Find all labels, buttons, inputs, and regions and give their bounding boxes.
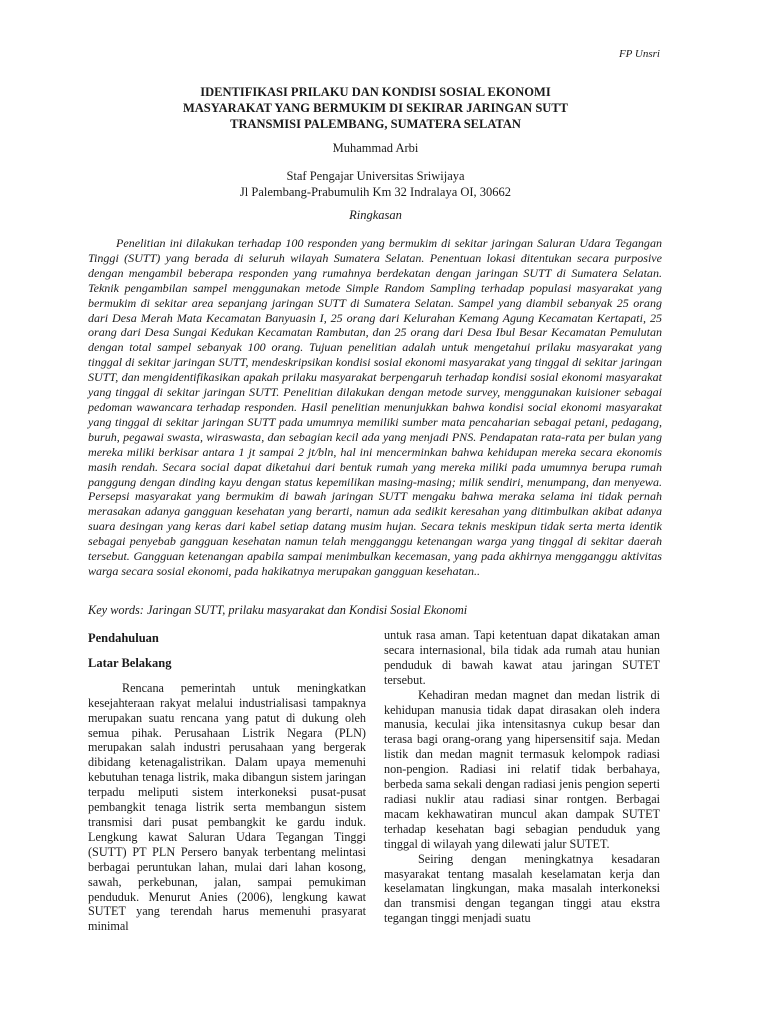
left-column — [88, 628, 366, 934]
author-name: Muhammad Arbi — [332, 141, 419, 155]
title-line-3: TRANSMISI PALEMBANG, SUMATERA SELATAN — [230, 117, 521, 131]
body-paragraph: Kehadiran medan magnet dan medan listrik di kehidupan manusia tidak dapat dirasakan oleh indera manusia, keculai jika intensitasnya cukup besar dan terasa bagi orang-orang yang hipersensitif saja. Medan listik dan medan magnit termasuk kelompok radiasi non-pengion. Radiasi ini relatif tidak berbahaya, berbeda sama sekali dengan radiasi jenis pengion seperti radiasi nuklir atau radiasi sinar rontgen. Berbagai macam kekhawatiran muncul akan dampak SUTET terhadap kesehatan bagi sebagian penduduk yang tinggal di wilayah yang dilewati jalur SUTET. — [384, 687, 660, 851]
author-affiliation — [108, 168, 643, 200]
title-line-2: MASYARAKAT YANG BERMUKIM DI SEKIRAR JARINGAN SUTT — [182, 101, 568, 115]
affiliation-line-2: Jl Palembang-Prabumulih Km 32 Indralaya OI, 30662 — [239, 185, 512, 199]
section-heading: Pendahuluan — [88, 631, 159, 645]
abstract-text: Penelitian ini dilakukan terhadap 100 responden yang bermukim di sekitar jaringan Saluran Udara Tegangan Tinggi (SUTT) yang berada di seluruh wilayah Sumatera Selatan. Penentuan lokasi ditentukan secara purposive dengan mengambil beberapa responden yang rumahnya berdekatan dengan jaringan SUTT di Sumatera Selatan. Teknik pengambilan sampel menggunakan metode Simple Random Sampling terhadap populasi masyarakat yang bermukim di sekitar area sepanjang jaringan SUTT di Sumatera Selatan. Sampel yang diambil sebanyak 25 orang dari Desa Merah Mata Kecamatan Banyuasin I, 25 orang dari Kelurahan Kemang Agung Kecamatan Kertapati, 25 orang dari Desa Sungai Kedukan Kecamatan Rambutan, dan 25 orang dari Desa Ibul Besar Kecamatan Pemulutan dengan total sampel sebanyak 100 orang. Tujuan penelitian adalah untuk mengetahui prilaku masyarakat yang tinggal di sekitar jaringan SUTT, mendeskripsikan kondisi sosial ekonomi masyarakat yang tinggal di sekitar jaringan SUTT, dan mengidentifikasikan apakah prilaku masyarakat berpengaruh terhadap kondisi sosial ekonomi masyarakat yang tinggal di sekitar jaringan SUTT. Penelitian dilakukan dengan metode survey, menggunakan kuisioner sebagai pedoman wawancara terhadap responden. Hasil penelitian menunjukkan bahwa kondisi social ekonomi masyarakat yang tinggal di sekitar jaringan SUTT pada umumnya memiliki sumber mata pencaharian sebagai petani, pedagang, buruh, pegawai swasta, wiraswasta, dan sebagian kecil ada yang menjadi PNS. Pendapatan rata-rata per bulan yang mereka miliki berkisar antara 1 jt sampai 2 jt/bln, hal ini mencerminkan bahwa kehidupan mereka secara ekonomis masih rendah. Secara social dapat diketahui dari bentuk rumah yang mereka miliki pada umumnya berupa rumah panggung dengan dinding kayu dengan status kepemilikan masing-masing; milik sendiri, menumpang, dan menyewa. Persepsi masyarakat yang bermukim di bawah jaringan SUTT mengaku bahwa meraka selama ini tidak pernah merasakan adanya gangguan kesehatan yang berarti, namun ada sedikit keresahan yang ditimbulkan akibat adanya suara desingan yang keras dari kabel setiap datang musim hujan. Secara teknis meskipun tidak serta merta identik sebagai penyebab gangguan kesehatan namun telah mengganggu ketenangan warga yang tinggal di sekitar daerah tersebut. Gangguan ketenangan apabila sampai menimbulkan kecemasan, yang pada akhirnya mengganggu aktivitas warga secara sosial ekonomi, pada hakikatnya merupakan gangguan kesehatan.. — [88, 236, 662, 578]
title-line-1: IDENTIFIKASI PRILAKU DAN KONDISI SOSIAL EKONOMI — [200, 85, 551, 99]
body-paragraph: Rencana pemerintah untuk meningkatkan kesejahteraan rakyat melalui industrialisasi tampaknya merupakan suatu rencana yang patut di dukung oleh semua pihak. Perusahaan Listrik Negara (PLN) merupakan salah industri perusahaan yang bergerak dibidang ketenagalistrikan. Dalam upaya memenuhi kebutuhan tenaga listrik, maka dibangun sistem jaringan terpadu meliputi sistem interkoneksi pusat-pusat pembangkit tenaga listrik serta membangun sistem transmisi dari pusat pembangkit ke gardu induk. Lengkung kawat Saluran Udara Tegangan Tinggi (SUTT) PT PLN Persero banyak terbentang melintasi berbagai peruntukan lahan, mulai dari lahan kosong, sawah, perkebunan, jalan, sampai pemukiman penduduk. Menurut Anies (2006), lengkung kawat SUTET yang terendah harus memenuhi prasyarat minimal — [88, 680, 366, 934]
right-column — [384, 628, 660, 926]
body-paragraph: Seiring dengan meningkatnya kesadaran masyarakat tentang masalah keselamatan kerja dan keselamatan lingkungan, maka masalah interkoneksi dan transmisi dengan tegangan tinggi atau ekstra tegangan tinggi menjadi suatu — [384, 851, 660, 926]
running-head: FP Unsri — [618, 48, 660, 60]
body-paragraph: untuk rasa aman. Tapi ketentuan dapat dikatakan aman secara internasional, bila tidak ada rumah atau hunian penduduk di bawah kawat atau jaringan SUTET tersebut. — [384, 628, 660, 687]
affiliation-line-1: Staf Pengajar Universitas Sriwijaya — [286, 169, 465, 183]
paper-title — [108, 84, 643, 132]
keywords: Key words: Jaringan SUTT, prilaku masyarakat dan Kondisi Sosial Ekonomi — [88, 603, 468, 617]
abstract-heading: Ringkasan — [349, 208, 402, 222]
subsection-heading: Latar Belakang — [88, 655, 172, 670]
